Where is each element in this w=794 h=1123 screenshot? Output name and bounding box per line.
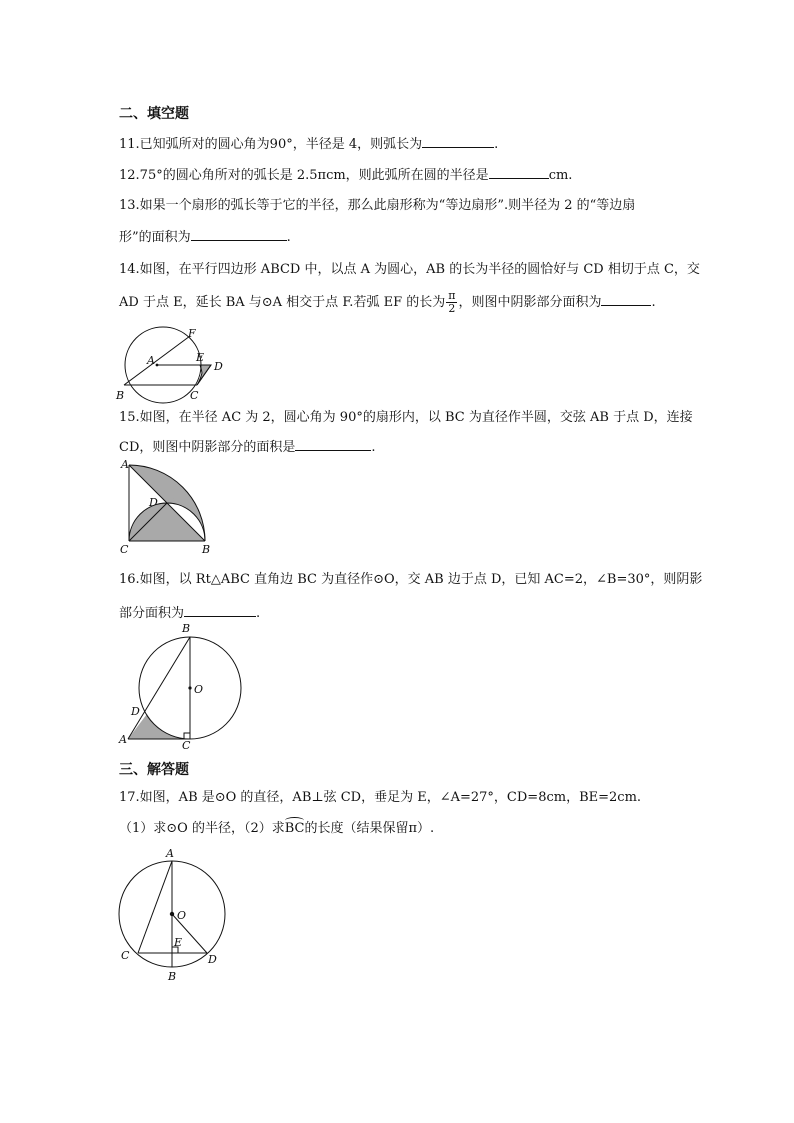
q16-label-c: C [182,739,191,752]
q14-label-a: A [147,354,155,367]
q14-label-c: C [190,389,199,402]
question-13-line2 [119,228,291,246]
q17-label-c: C [121,949,130,962]
question-14-line2 [119,290,656,315]
q14-center-point [156,364,159,367]
q11-end: . [494,137,499,152]
question-12 [119,166,572,184]
q12-answer-blank[interactable] [489,166,549,179]
q13-answer-blank[interactable] [191,228,287,241]
question-15-line2 [119,438,376,456]
question-14-line1: 14.如图，在平行四边形 ABCD 中，以点 A 为圆心，AB 的长为半径的圆恰好与 CD 相切于点 C，交 [119,262,700,277]
q16-label-o: O [194,683,204,696]
q14-label-f: F [188,327,196,340]
section-heading-fill-in: 二、填空题 [119,106,189,122]
q14-fraction-numerator: π [448,289,456,302]
q16-answer-blank[interactable] [184,604,256,617]
q14-label-e: E [196,351,205,364]
q16-label-a: A [119,733,127,746]
q14-label-b: B [116,389,125,402]
q14-figure [110,324,225,404]
q15-end: . [371,440,376,455]
question-17-line2 [119,818,434,837]
q16-center-point [188,686,191,689]
question-17-line1: 17.如图，AB 是⊙O 的直径，AB⊥弦 CD，垂足为 E，∠A=27°，CD=8cm，BE=2cm. [119,790,642,805]
q16-label-d: D [131,705,140,718]
q12-unit: cm. [548,168,573,183]
q15-figure [115,458,220,558]
q16-end: . [256,606,261,621]
q14-answer-blank[interactable] [601,293,651,306]
q17-label-d: D [208,953,217,966]
q17-arc-bc: BC [285,818,305,837]
q14-fraction-denominator: 2 [448,302,456,315]
q17-segment-ac [138,861,172,953]
q15-text: CD，则图中阴影部分的面积是 [119,440,296,455]
q15-label-c: C [120,543,129,556]
q14-text-a: AD 于点 E，延长 BA 与⊙A 相交于点 F.若弧 EF 的长为 [119,295,446,310]
q17-text-b: 的长度（结果保留π）. [304,821,435,836]
q12-text: 12.75°的圆心角所对的弧长是 2.5πcm，则此弧所在圆的半径是 [119,168,489,183]
q14-shaded-region [177,365,211,385]
q14-text-b: ，则图中阴影部分面积为 [458,295,602,310]
q13-text: 形”的面积为 [119,230,191,245]
q17-label-o: O [177,909,187,922]
q15-answer-blank[interactable] [295,438,371,451]
question-11 [119,135,498,153]
q14-segment-bf [124,336,190,385]
question-15-line1: 15.如图，在半径 AC 为 2，圆心角为 90°的扇形内，以 BC 为直径作半圆，交弦 AB 于点 D，连接 [119,410,693,425]
question-16-line1: 16.如图，以 Rt△ABC 直角边 BC 为直径作⊙O，交 AB 边于点 D，已知 AC=2，∠B=30°，则阴影 [119,572,703,587]
q17-figure [112,846,227,986]
q17-center-point [170,912,174,916]
q16-segment-ab [128,637,190,739]
q11-text: 11.已知弧所对的圆心角为90°，半径是 4，则弧长为 [119,137,423,152]
q16-label-b: B [182,622,191,635]
q17-label-b: B [168,970,177,983]
q14-end: . [651,295,656,310]
section-heading-solve: 三、解答题 [119,762,189,778]
q17-label-e: E [174,936,183,949]
q15-label-a: A [121,458,129,471]
q17-label-a: A [166,847,174,860]
q14-label-d: D [214,360,223,373]
q16-figure [115,622,245,750]
q14-fraction [446,290,457,315]
q16-text: 部分面积为 [119,606,185,621]
q15-label-d: D [149,496,158,509]
q11-answer-blank[interactable] [422,135,494,148]
q17-text-a: （1）求⊙O 的半径，（2）求 [119,821,285,836]
q13-end: . [286,230,291,245]
question-16-line2 [119,604,260,622]
question-13-line1: 13.如果一个扇形的弧长等于它的半径，那么此扇形称为“等边扇形”.则半径为 2 的“等边扇 [119,198,636,213]
q15-label-b: B [202,543,211,556]
